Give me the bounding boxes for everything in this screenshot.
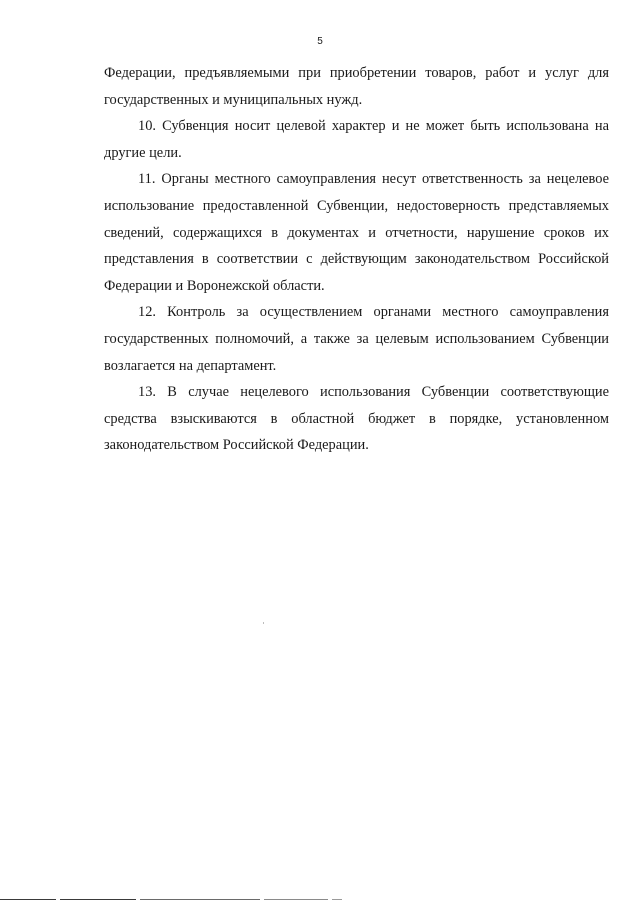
paragraph-10: 10. Субвенция носит целевой характер и не может быть использована на другие цели. — [104, 118, 609, 161]
paragraph-13: 13. В случае нецелевого использования Субвенции соответствующие средства взыскиваются в областной бюджет в порядке, установленном законодательством Российской Федерации. — [104, 384, 609, 454]
bottom-rule-segment — [264, 899, 328, 900]
document-body — [104, 60, 609, 459]
paragraph-continuation: Федерации, предъявляемыми при приобретении товаров, работ и услуг для государственных и муниципальных нужд. — [104, 65, 609, 108]
bottom-rule-segment — [60, 899, 136, 900]
page-number: 5 — [317, 36, 323, 47]
scan-speck — [263, 622, 264, 624]
paragraph-12: 12. Контроль за осуществлением органами местного самоуправления государственных полномочий, а также за целевым использованием Субвенции возлагается на департамент. — [104, 304, 609, 374]
bottom-rule-segment — [140, 899, 260, 900]
paragraph-11: 11. Органы местного самоуправления несут ответственность за нецелевое использование предоставленной Субвенции, недостоверность представляемых сведений, содержащихся в документах и отчетности, нарушение сроков их представления в соответствии с действующим законодательством Российской Федерации и Воронежской области. — [104, 171, 609, 294]
bottom-rule-segment — [332, 899, 342, 900]
bottom-rule-segment — [0, 899, 56, 900]
